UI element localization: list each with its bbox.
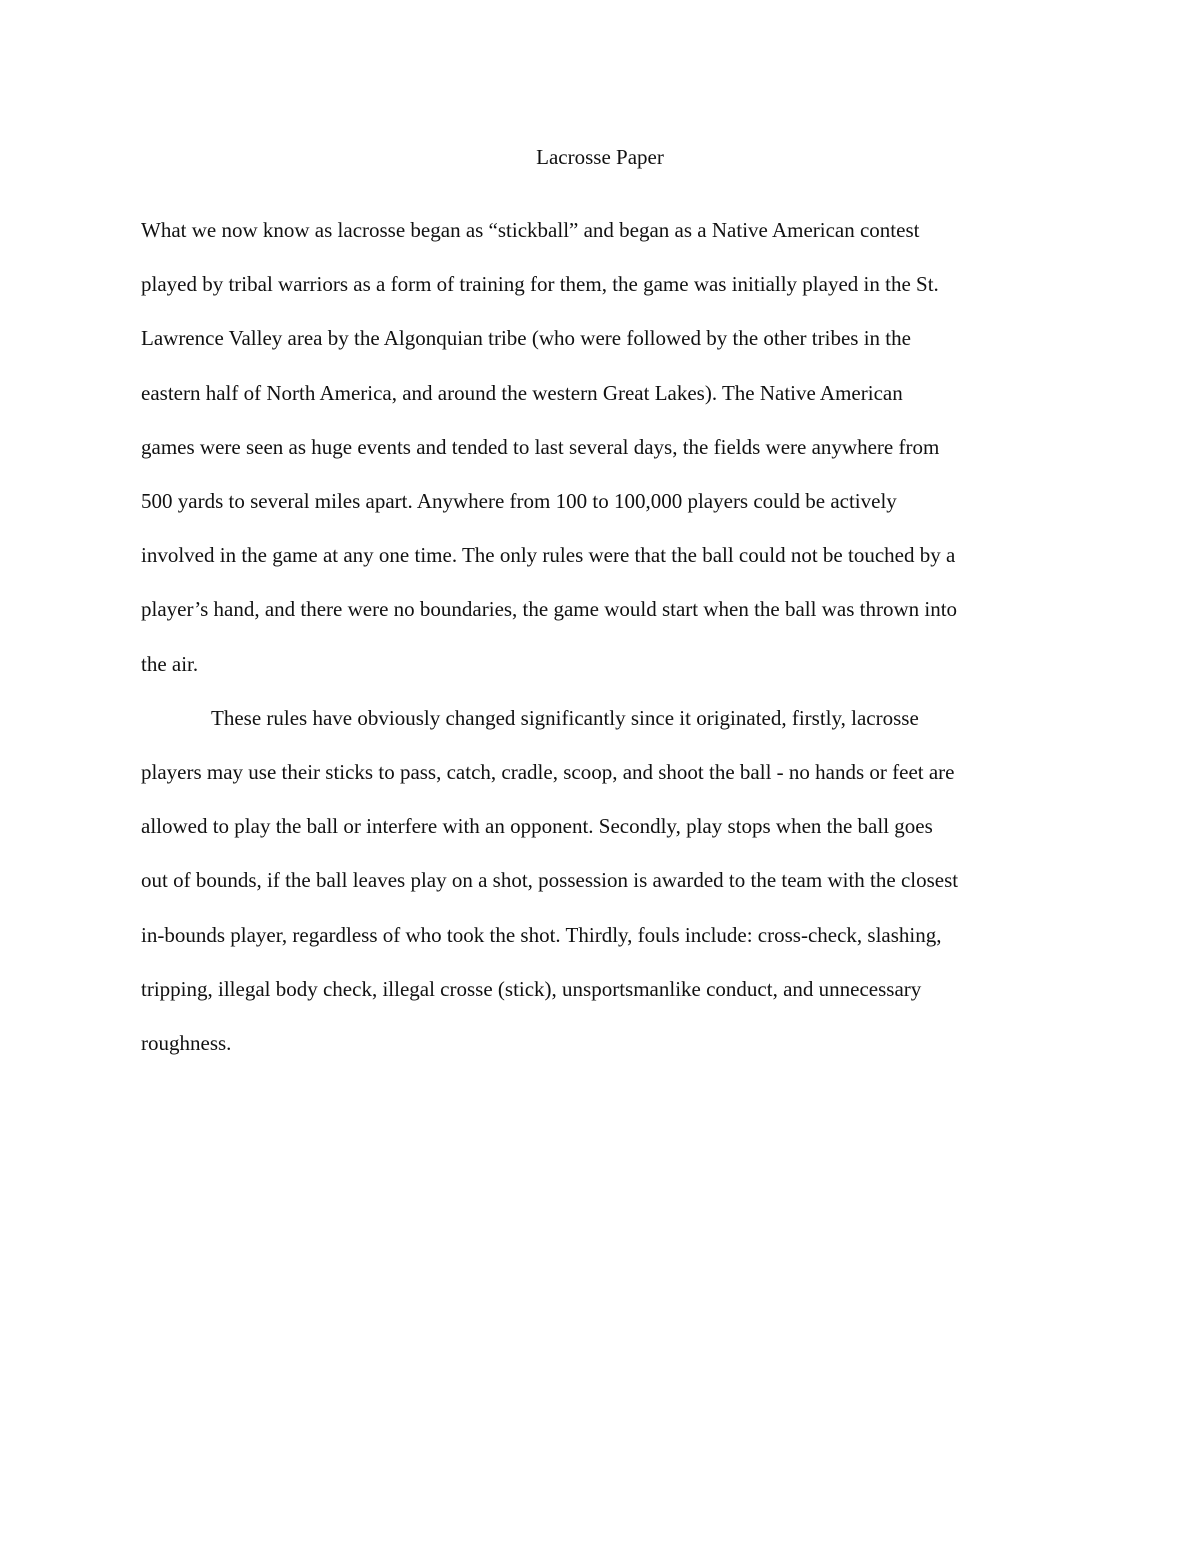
paragraph-line: games were seen as huge events and tended to last several days, the fields were anywhere from: [141, 434, 940, 459]
paragraph-line: tripping, illegal body check, illegal crosse (stick), unsportsmanlike conduct, and unnecessary: [141, 976, 922, 1001]
paragraph-line-indented: These rules have obviously changed significantly since it originated, firstly, lacrosse: [211, 705, 919, 730]
paragraph-line: 500 yards to several miles apart. Anywhere from 100 to 100,000 players could be actively: [141, 489, 897, 514]
paragraph-line: in-bounds player, regardless of who took the shot. Thirdly, fouls include: cross-check, slashing,: [141, 922, 942, 947]
paragraph-line: Lawrence Valley area by the Algonquian tribe (who were followed by the other tribes in the: [141, 326, 911, 351]
document-body: [141, 203, 1063, 1070]
paragraph-line: players may use their sticks to pass, catch, cradle, scoop, and shoot the ball - no hands or feet are: [141, 760, 955, 785]
paragraph-line: player’s hand, and there were no boundaries, the game would start when the ball was thrown into: [141, 597, 958, 622]
paragraph-line: allowed to play the ball or interfere with an opponent. Secondly, play stops when the ball goes: [141, 814, 933, 839]
paragraph-line: roughness.: [141, 1031, 232, 1056]
paragraph-1: [141, 203, 1063, 691]
paragraph-line: out of bounds, if the ball leaves play on a shot, possession is awarded to the team with the closest: [141, 868, 959, 893]
paragraph-line: involved in the game at any one time. The only rules were that the ball could not be touched by a: [141, 543, 956, 568]
paragraph-2: [141, 691, 1063, 1070]
page-title: Lacrosse Paper: [536, 145, 664, 169]
paragraph-line: the air.: [141, 651, 199, 676]
paragraph-line: played by tribal warriors as a form of training for them, the game was initially played in the St.: [141, 272, 939, 297]
paragraph-line: eastern half of North America, and around the western Great Lakes). The Native American: [141, 380, 903, 405]
paragraph-line: What we now know as lacrosse began as “stickball” and began as a Native American contest: [141, 218, 920, 242]
